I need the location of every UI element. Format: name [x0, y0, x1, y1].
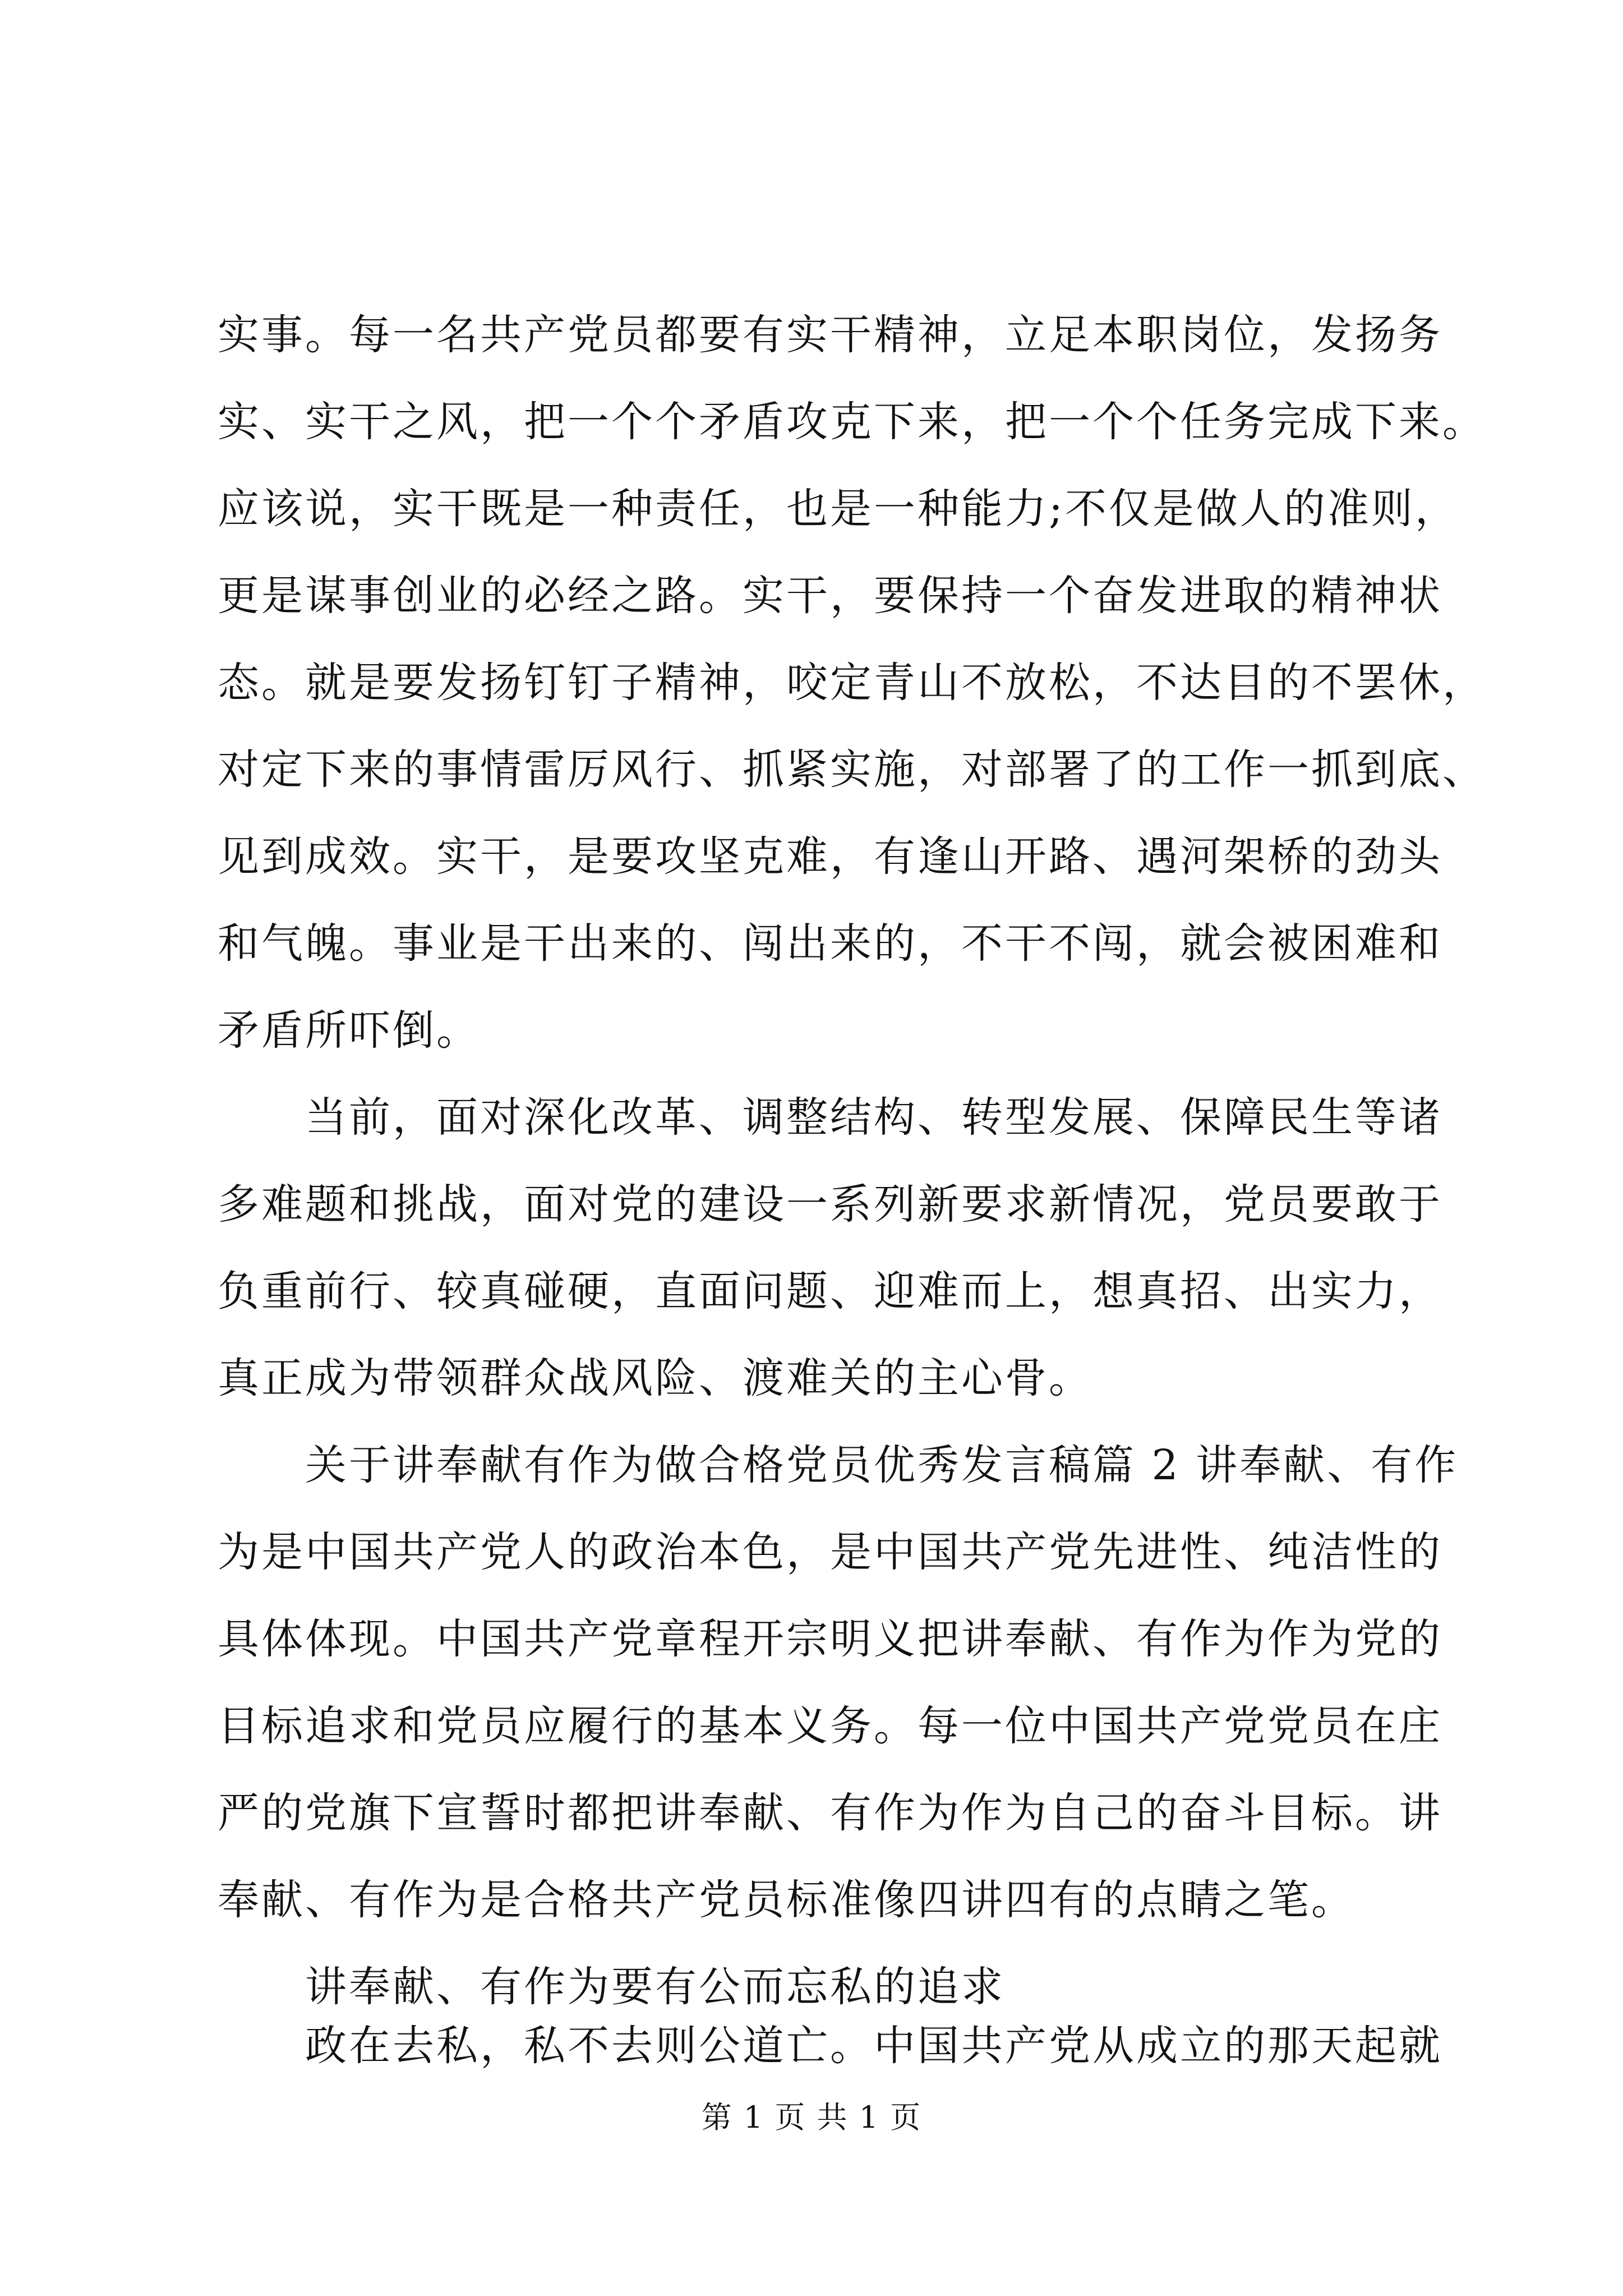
text-line: 目标追求和党员应履行的基本义务。每一位中国共产党党员在庄 — [218, 1702, 1442, 1750]
text-line: 实、实干之风，把一个个矛盾攻克下来，把一个个任务完成下来。 — [218, 398, 1486, 446]
paragraph-start-line: 关于讲奉献有作为做合格党员优秀发言稿篇 2 讲奉献、有作 — [305, 1441, 1459, 1489]
text-line: 更是谋事创业的必经之路。实干，要保持一个奋发进取的精神状 — [218, 572, 1442, 620]
text-line: 多难题和挑战，面对党的建设一系列新要求新情况，党员要敢于 — [218, 1180, 1442, 1228]
text-line: 为是中国共产党人的政治本色，是中国共产党先进性、纯洁性的 — [218, 1528, 1442, 1576]
text-line: 对定下来的事情雷厉风行、抓紧实施，对部署了的工作一抓到底、 — [218, 746, 1486, 794]
text-line: 严的党旗下宣誓时都把讲奉献、有作为作为自己的奋斗目标。讲 — [218, 1789, 1442, 1837]
text-line: 见到成效。实干，是要攻坚克难，有逢山开路、遇河架桥的劲头 — [218, 832, 1442, 881]
text-line: 具体体现。中国共产党章程开宗明义把讲奉献、有作为作为党的 — [218, 1615, 1442, 1663]
section-heading: 讲奉献、有作为要有公而忘私的追求 — [305, 1963, 1005, 2011]
text-line: 负重前行、较真碰硬，直面问题、迎难而上，想真招、出实力， — [218, 1267, 1442, 1315]
text-line: 真正成为带领群众战风险、渡难关的主心骨。 — [218, 1354, 1092, 1402]
text-line: 和气魄。事业是干出来的、闯出来的，不干不闯，就会被困难和 — [218, 919, 1442, 968]
text-line: 应该说，实干既是一种责任，也是一种能力;不仅是做人的准则， — [218, 485, 1459, 533]
paragraph-start-line: 当前，面对深化改革、调整结构、转型发展、保障民生等诸 — [305, 1093, 1442, 1142]
text-line: 矛盾所吓倒。 — [218, 1006, 480, 1055]
paragraph-start-line: 政在去私，私不去则公道亡。中国共产党从成立的那天起就 — [305, 2022, 1442, 2070]
text-line: 实事。每一名共产党员都要有实干精神，立足本职岗位，发扬务 — [218, 311, 1442, 359]
page-footer: 第 1 页 共 1 页 — [701, 2100, 922, 2135]
text-line: 态。就是要发扬钉钉子精神，咬定青山不放松，不达目的不罢休， — [218, 659, 1486, 707]
text-line: 奉献、有作为是合格共产党员标准像四讲四有的点睛之笔。 — [218, 1876, 1355, 1924]
